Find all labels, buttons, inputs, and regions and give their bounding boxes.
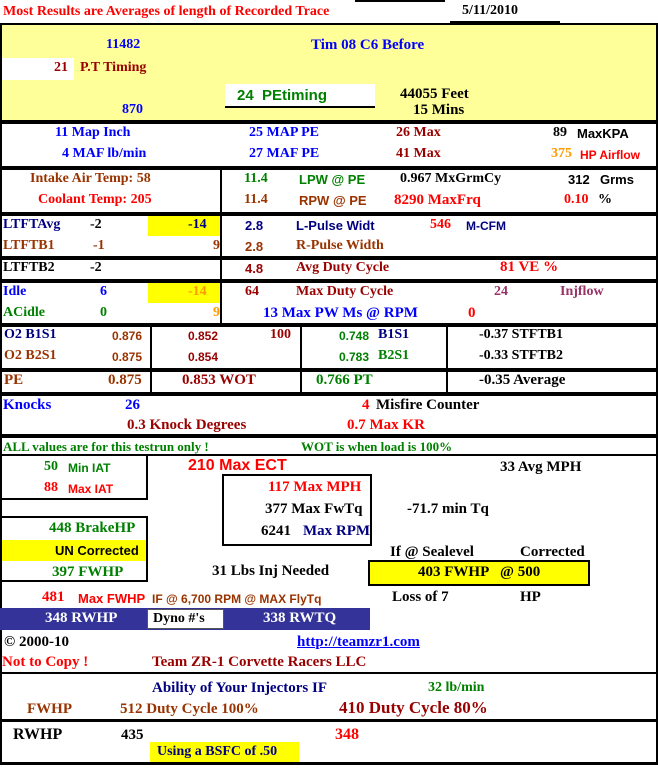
stftb2: -0.33 STFTB2	[479, 348, 564, 363]
min-iat-value: 50	[44, 459, 58, 474]
fwhp-corrected-value: 403 FWHP	[418, 564, 490, 580]
max-pw-label: 13 Max PW Ms @ RPM	[263, 305, 418, 321]
knocks-box	[0, 394, 658, 436]
pt-value: 0.766 PT	[316, 372, 373, 388]
maxfrq: 8290 MaxFrq	[394, 192, 481, 208]
rpulse-value: 2.8	[245, 239, 264, 254]
pt-timing-label: P.T Timing	[80, 60, 147, 75]
section-rule-injectors	[0, 672, 658, 674]
lpulse-label: L-Pulse Widt	[296, 218, 375, 233]
idle-value: 6	[100, 284, 107, 299]
ltft-avg-highlight-cell	[148, 216, 220, 236]
results-note: Most Results are Averages of length of Recorded Trace	[3, 4, 330, 19]
bsfc-note: Using a BSFC of .50	[157, 744, 278, 759]
grms-value: 312	[568, 172, 590, 187]
pt-timing-value: 21	[54, 60, 68, 75]
lpw-label: LPW @ PE	[299, 172, 366, 187]
injflow-value: 24	[494, 284, 508, 299]
knocks-count: 26	[125, 397, 140, 413]
mcfm-label: M-CFM	[466, 219, 506, 233]
map-max: 26 Max	[396, 125, 441, 140]
acidle-trim: 9	[213, 305, 220, 320]
corrected-label: Corrected	[520, 544, 585, 560]
ltftb2-v1: -2	[90, 260, 102, 275]
ltft-avg-v1: -2	[90, 217, 102, 232]
rpulse-label: R-Pulse Width	[296, 238, 384, 253]
max-ect: 210 Max ECT	[188, 457, 287, 474]
rpm-870: 870	[122, 102, 143, 117]
avg-duty-label: Avg Duty Cycle	[296, 260, 390, 275]
ve-percent: 81 VE %	[500, 259, 559, 275]
o2-b2s1-pe: 0.783	[339, 350, 370, 364]
ltft-avg-v2: -14	[188, 217, 207, 232]
run-id: 11482	[106, 37, 141, 52]
max-fwhp-label: Max FWHP	[78, 591, 146, 606]
map-inch: 11 Map Inch	[55, 125, 131, 140]
uncorrected-label: UN Corrected	[55, 543, 139, 558]
bottom-border	[0, 762, 658, 765]
pe-timing-label: PEtiming	[262, 87, 328, 104]
loss-of: Loss of 7	[392, 589, 449, 605]
trace-date: 5/11/2010	[462, 3, 519, 18]
column-divider	[220, 168, 222, 325]
max-iat-value: 88	[44, 480, 58, 495]
min-tq: -71.7 min Tq	[407, 501, 489, 517]
max-iat-label: Max IAT	[68, 482, 114, 496]
altitude-feet: 44055 Feet	[400, 86, 469, 102]
stft-average: -0.35 Average	[479, 372, 566, 388]
percent-value: 0.10	[564, 192, 589, 207]
o2-b2s1-tag: B2S1	[378, 348, 410, 363]
idle-label: Idle	[3, 284, 27, 299]
flytq-note: IF @ 6,700 RPM @ MAX FlyTq	[152, 592, 322, 606]
misfire-value: 4	[362, 397, 370, 413]
fwhp-row-label: FWHP	[27, 701, 72, 717]
top-cell-border	[355, 0, 445, 2]
coolant-temp: Coolant Temp: 205	[38, 192, 152, 207]
trace-name: Tim 08 C6 Before	[311, 37, 425, 53]
mcfm-value: 546	[430, 217, 451, 232]
injector-ability-label: Ability of Your Injectors IF	[152, 680, 327, 696]
mxgrmcy: 0.967 MxGrmCy	[400, 171, 502, 186]
lpw-value: 11.4	[244, 171, 268, 186]
percent-label: %	[598, 192, 612, 207]
rpw-value: 11.4	[244, 192, 268, 207]
max-pw-rpm: 0	[468, 305, 476, 321]
fwhp-dc100: 512 Duty Cycle 100%	[120, 701, 259, 717]
fwhp-at-500: @ 500	[500, 564, 541, 580]
avg-mph: 33 Avg MPH	[500, 459, 582, 475]
hp-airflow-value: 375	[551, 146, 572, 161]
max-rpm-label: Max RPM	[303, 523, 371, 539]
max-mph: 117 Max MPH	[268, 479, 362, 495]
avg-duty-value: 4.8	[245, 261, 264, 276]
wot-value: 0.853 WOT	[182, 372, 256, 388]
o2-load: 100	[270, 327, 291, 342]
rwhp-dyno: 348 RWHP	[45, 610, 118, 626]
o2-b2s1-label: O2 B2S1	[4, 348, 57, 363]
max-duty-label: Max Duty Cycle	[296, 284, 394, 299]
ltftb1-v2: 9	[213, 238, 220, 253]
misfire-label: Misfire Counter	[376, 397, 480, 413]
injflow-label: Injflow	[560, 284, 604, 299]
ltft-avg-label: LTFTAvg	[3, 217, 61, 232]
ltftb1-label: LTFTB1	[3, 238, 55, 253]
o2-b1s1-pe: 0.748	[339, 329, 370, 343]
maf-lbmin: 4 MAF lb/min	[62, 146, 147, 161]
pe-value: 0.875	[108, 372, 142, 388]
pe-label: PE	[4, 372, 24, 388]
min-iat-label: Min IAT	[68, 461, 111, 475]
ltftb1-v1: -1	[93, 238, 105, 253]
trace-minutes: 15 Mins	[413, 102, 465, 118]
intake-air-temp: Intake Air Temp: 58	[30, 171, 151, 186]
teamzr1-link[interactable]: http://teamzr1.com	[297, 634, 420, 650]
knocks-label: Knocks	[3, 397, 52, 413]
sealevel-label: If @ Sealevel	[390, 544, 474, 560]
maf-max: 41 Max	[396, 146, 441, 161]
wot-load-note: WOT is when load is 100%	[301, 439, 453, 454]
grms-label: Grms	[600, 172, 634, 187]
injector-flow: 32 lb/min	[428, 680, 485, 695]
maxkpa-value: 89	[553, 125, 567, 140]
fwhp-uncorrected: 397 FWHP	[52, 564, 124, 580]
pe-timing-value: 24	[237, 87, 254, 104]
all-values-note: ALL values are for this testrun only !	[3, 439, 209, 454]
max-duty-value: 64	[245, 284, 259, 299]
rwhp-dc80: 348	[335, 726, 359, 743]
stftb1: -0.37 STFTB1	[479, 327, 564, 342]
max-fwtq: 377 Max FwTq	[265, 501, 363, 517]
rwhp-row-label: RWHP	[13, 726, 63, 743]
max-rpm-value: 6241	[261, 523, 291, 539]
rwtq-dyno: 338 RWTQ	[263, 610, 337, 626]
loss-hp-label: HP	[520, 589, 541, 605]
max-kr: 0.7 Max KR	[347, 417, 425, 433]
o2-b1s1-label: O2 B1S1	[4, 327, 57, 342]
team-name: Team ZR-1 Corvette Racers LLC	[152, 654, 367, 670]
not-to-copy: Not to Copy !	[2, 654, 89, 670]
section-rule-rwhp	[0, 719, 658, 722]
o2-b1s1-value: 0.876	[112, 329, 143, 343]
o2-b2s1-avg: 0.854	[188, 350, 219, 364]
brake-hp: 448 BrakeHP	[49, 520, 136, 536]
acidle-label: ACidle	[3, 305, 45, 320]
idle-trim: -14	[188, 284, 207, 299]
acidle-value: 0	[100, 305, 107, 320]
max-fwhp-value: 481	[42, 589, 65, 605]
o2-b1s1-avg: 0.852	[188, 329, 219, 343]
hp-airflow-label: HP Airflow	[580, 148, 641, 162]
map-pe: 25 MAP PE	[249, 125, 319, 140]
dyno-label: Dyno #'s	[153, 611, 205, 626]
o2-b1s1-tag: B1S1	[378, 327, 410, 342]
maxkpa-label: MaxKPA	[577, 126, 629, 141]
rwhp-dc100: 435	[121, 727, 144, 743]
knock-degrees: 0.3 Knock Degrees	[127, 417, 247, 433]
lbs-inj-needed: 31 Lbs Inj Needed	[212, 563, 330, 579]
fwhp-dc80: 410 Duty Cycle 80%	[339, 698, 488, 717]
o2-b2s1-value: 0.875	[112, 350, 143, 364]
maf-pe: 27 MAF PE	[249, 146, 320, 161]
lpulse-value: 2.8	[245, 218, 264, 233]
idle-trim-highlight-cell	[148, 283, 220, 303]
rpw-label: RPW @ PE	[299, 193, 367, 208]
ltftb2-label: LTFTB2	[3, 260, 55, 275]
copyright: © 2000-10	[4, 634, 69, 650]
